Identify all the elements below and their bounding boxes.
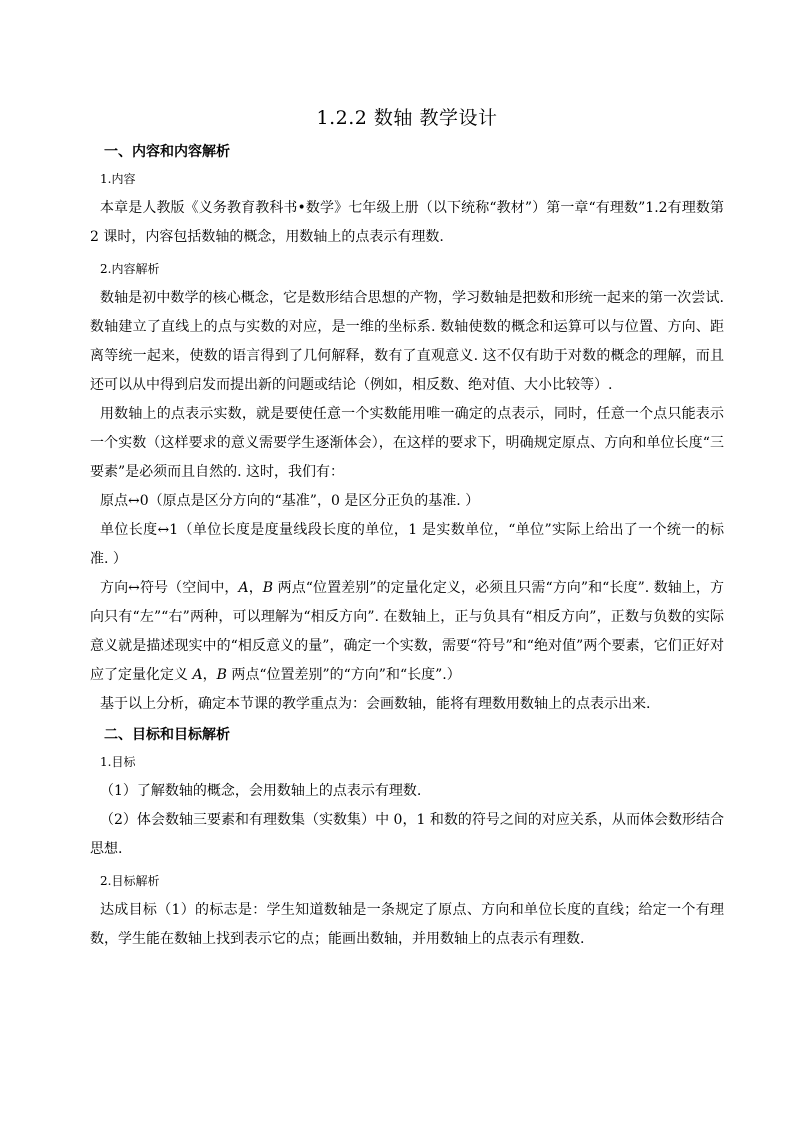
subheading-content-analysis: 2.内容解析 <box>100 262 160 276</box>
paragraph-unit-length: 单位长度↔1（单位长度是度量线段长度的单位，1 是实数单位，“单位”实际上给出了一个统一的标准. ） <box>90 522 724 567</box>
direction-text-part2: 两点“位置差别”的定量化定义，必须且只需“方向”和“长度”. 数轴上，方向只有“左”“右”两种，可以理解为“相反方向”. 在数轴上，正与负具有“相反方向”，正数与负数的实际意义就是描述现实中的“相反意义的量”，确定一个实数，需要“符号”和“绝对值”两个要素，它们正好对应了定量化定义 <box>90 580 725 683</box>
section-heading-goals: 二、目标和目标解析 <box>104 727 230 743</box>
comma-text: ， <box>248 580 263 596</box>
point-b-label: B <box>262 580 274 596</box>
point-a-label-second: A <box>192 667 203 683</box>
paragraph-key-point: 基于以上分析，确定本节课的教学重点为：会画数轴，能将有理数用数轴上的点表示出来. <box>100 696 651 712</box>
paragraph-content-intro: 本章是人教版《义务教育教科书•数学》七年级上册（以下统称“教材”）第一章“有理数”1.2有理数第 2 课时，内容包括数轴的概念，用数轴上的点表示有理数. <box>90 200 724 245</box>
paragraph-point-representation: 用数轴上的点表示实数，就是要使任意一个实数能用唯一确定的点表示，同时，任意一个点只能表示一个实数（这样要求的意义需要学生逐渐体会），在这样的要求下，明确规定原点、方向和单位长度“三要素”是必须而且自然的. 这时，我们有： <box>90 406 724 480</box>
point-a-label: A <box>238 580 249 596</box>
direction-text-part3: 两点“位置差别”的“方向”和“长度”.） <box>226 667 461 683</box>
point-b-label-second: B <box>216 667 227 683</box>
document-title: 1.2.2 数轴 教学设计 <box>316 107 498 129</box>
paragraph-goal-analysis: 达成目标（1）的标志是：学生知道数轴是一条规定了原点、方向和单位长度的直线；给定一个有理数，学生能在数轴上找到表示它的点；能画出数轴，并用数轴上的点表示有理数. <box>90 902 724 947</box>
section-heading-content: 一、内容和内容解析 <box>104 144 230 160</box>
subheading-content: 1.内容 <box>100 172 136 186</box>
goal-item-1: （1）了解数轴的概念，会用数轴上的点表示有理数. <box>100 783 422 799</box>
comma-text-second: ， <box>202 667 217 683</box>
direction-text-part1: 方向↔符号（空间中， <box>100 580 239 596</box>
goal-item-2: （2）体会数轴三要素和有理数集（实数集）中 0，1 和数的符号之间的对应关系，从而体会数形结合思想. <box>90 812 724 857</box>
subheading-goal-analysis: 2.目标解析 <box>100 874 160 888</box>
subheading-goals: 1.目标 <box>100 755 136 769</box>
paragraph-direction <box>90 574 724 690</box>
paragraph-number-line-core: 数轴是初中数学的核心概念，它是数形结合思想的产物，学习数轴是把数和形统一起来的第一次尝试. 数轴建立了直线上的点与实数的对应，是一维的坐标系. 数轴使数的概念和运算可以与位置、方向、距离等统一起来，使数的语言得到了几何解释，数有了直观意义. 这不仅有助于对数的概念的理解，而且还可以从中得到启发而提出新的问题或结论（例如，相反数、绝对值、大小比较等）. <box>90 290 724 393</box>
line-origin: 原点↔0（原点是区分方向的“基准”，0 是区分正负的基准. ） <box>100 493 480 509</box>
